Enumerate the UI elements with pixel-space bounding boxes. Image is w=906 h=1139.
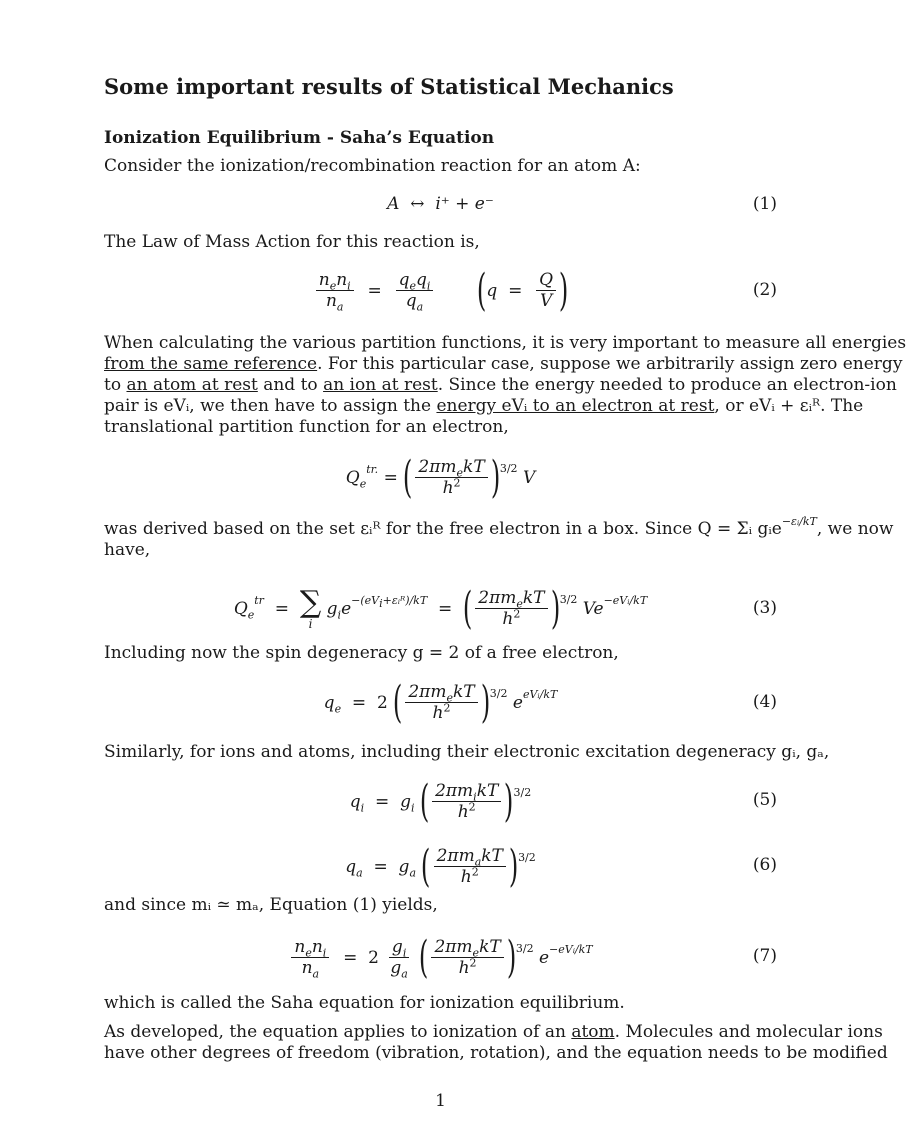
eq1-number: (1)	[752, 194, 777, 214]
document-page	[104, 0, 906, 1139]
equation-3: $Q_e^{tr}$ = ∑ i $g_ie^{-(eV_i+\varepsilon ᵢᴿ)/kT}$ = ( $\frac{2\pi m_ekT}{h^2}$ )$^{3/2}$ $Ve^{-eVᵢ/kT}$ (3)	[233, 582, 777, 634]
energy-line-2: . For this particular case, suppose we arbitrarily assign zero energy	[317, 354, 903, 374]
saha-text: which is called the Saha equation for ionization equilibrium.	[104, 993, 625, 1013]
eq1-lhs: A	[387, 194, 400, 214]
since-text: and since mᵢ ≃ mₐ, Equation (1) yields,	[104, 895, 438, 915]
spin-text: Including now the spin degeneracy g = 2 of a free electron,	[104, 643, 619, 663]
eq1-rhs: i⁺ + e⁻	[435, 194, 494, 214]
energy-paragraph	[104, 333, 906, 438]
equation-2: $\frac{n_en_i}{n_a}$ = $\frac{q_eq_i}{q_a}$ (q = $\frac{Q}{V}$ ) (2)	[104, 266, 777, 314]
from-same-reference: from the same reference	[104, 354, 318, 374]
ion-at-rest: an ion at rest	[323, 375, 438, 395]
energy-line-3b: and to	[257, 375, 324, 395]
equation-4: $q_e = 2$ ( $\frac{2\pi m_ekT}{h^2}$ )$^{3/2}$ $e^{eVᵢ/kT}$ (4)	[323, 676, 777, 728]
translational-partition-equation: $Q_e^{tr.}$ = ( $\frac{2\pi m_ekT}{h^2}$ )$^{3/2}$ V	[345, 451, 536, 503]
page-number: 1	[435, 1091, 446, 1111]
developed-paragraph	[104, 1022, 888, 1064]
developed-line-1b: . Molecules and molecular ions	[614, 1022, 883, 1042]
eq5-number: (5)	[752, 790, 777, 810]
derived-line-1a: was derived based on the set εᵢᴿ for the free electron in a box. Since Q = Σᵢ gᵢe	[104, 519, 782, 539]
intro-text: Consider the ionization/recombination reaction for an atom A:	[104, 156, 641, 176]
energy-line-3a: to	[104, 375, 127, 395]
eq3-number: (3)	[752, 598, 777, 618]
energy-line-3c: . Since the energy needed to produce an electron-ion	[437, 375, 897, 395]
derived-paragraph: was derived based on the set εᵢᴿ for the free electron in a box. Since Q = Σᵢ gᵢe$^{-\varepsilon ᵢ/kT}$, we now have,	[104, 515, 894, 560]
eq7-number: (7)	[752, 946, 777, 966]
developed-line-2: have other degrees of freedom (vibration, rotation), and the equation needs to be modified	[104, 1043, 888, 1063]
law-mass-action-text: The Law of Mass Action for this reaction is,	[104, 232, 480, 252]
document-title: Some important results of Statistical Mechanics	[104, 74, 674, 99]
energy-line-4a: pair is eVᵢ, we then have to assign the	[104, 396, 437, 416]
energy-line-4b: , or eVᵢ + εᵢᴿ. The	[714, 396, 864, 416]
eq6-number: (6)	[752, 855, 777, 875]
equation-7: $\frac{n_en_i}{n_a}$ = 2 $\frac{g_i}{g_a}$ ( $\frac{2\pi m_ekT}{h^2}$ )$^{3/2}$ $e^{-eVᵢ/kT}$ (7)	[104, 932, 777, 982]
eq2-number: (2)	[752, 280, 777, 300]
energy-electron-at-rest: energy eVᵢ to an electron at rest	[436, 396, 715, 416]
developed-line-1a: As developed, the equation applies to ionization of an	[104, 1022, 572, 1042]
atom-at-rest: an atom at rest	[126, 375, 258, 395]
atom-underlined: atom	[571, 1022, 615, 1042]
eq1-arrow: ↔	[410, 194, 425, 214]
equation-6: $q_a = g_a$ ( $\frac{2\pi m_akT}{h^2}$ )$^{3/2}$ (6)	[345, 840, 777, 892]
similarly-text: Similarly, for ions and atoms, including their electronic excitation degeneracy gᵢ, gₐ,	[104, 742, 830, 762]
section-title: Ionization Equilibrium - Saha’s Equation	[104, 128, 495, 148]
equation-5: $q_i = g_i$ ( $\frac{2\pi m_ikT}{h^2}$ )$^{3/2}$ (5)	[349, 775, 777, 827]
energy-line-1: When calculating the various partition functions, it is very important to measure all energies	[104, 333, 906, 353]
energy-line-5: translational partition function for an electron,	[104, 417, 509, 437]
derived-line-1b: , we now	[816, 519, 894, 539]
eq4-number: (4)	[752, 692, 777, 712]
derived-line-2: have,	[104, 540, 151, 560]
